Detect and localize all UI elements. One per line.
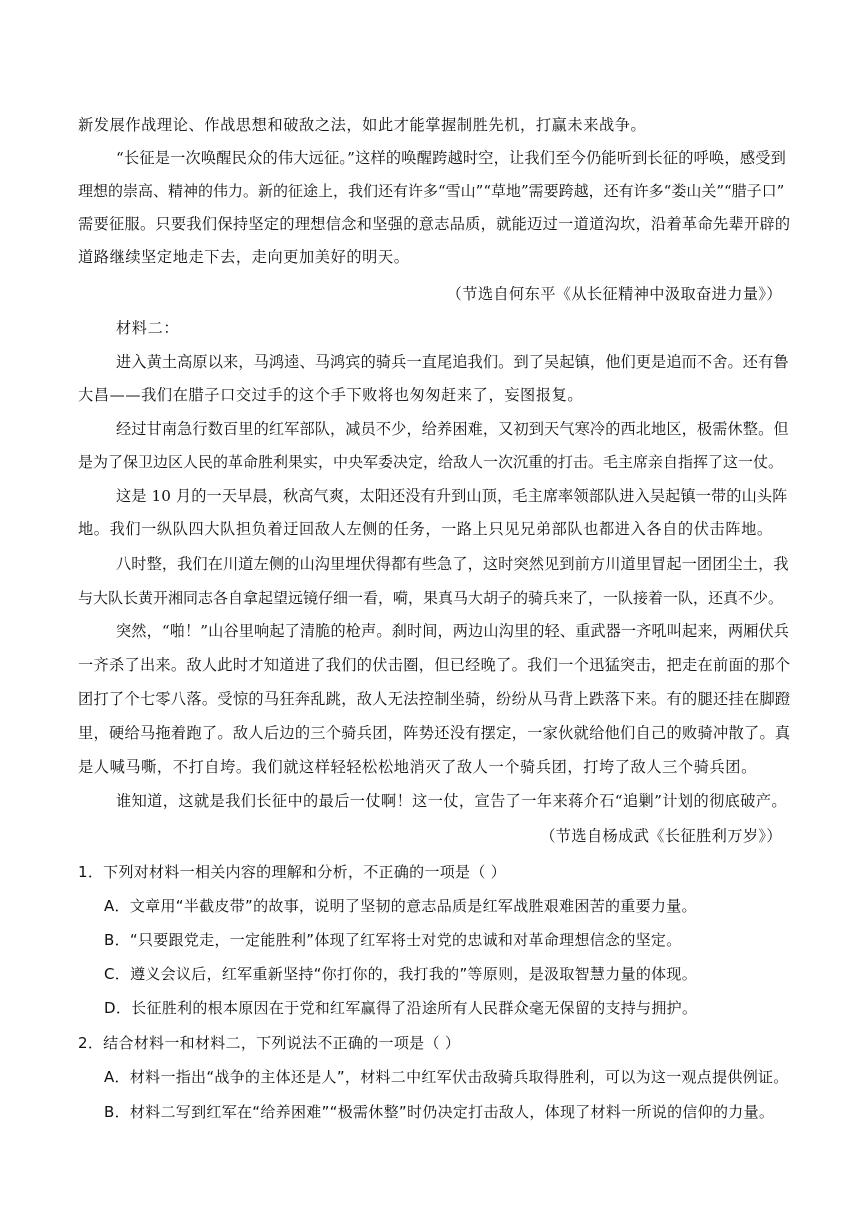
paragraph-line: 新发展作战理论、作战思想和破敌之法，如此才能掌握制胜先机，打赢未来战争。 [78,116,647,134]
paragraph-line: 谁知道，这就是我们长征中的最后一仗啊！这一仗，宣告了一年来蒋介石“追剿”计划的彻底破产。 [116,792,788,810]
section-heading: 材料二： [116,319,180,337]
paragraph-line: “长征是一次唤醒民众的伟大远征。”这样的唤醒跨越时空，让我们至今仍能听到长征的呼唤，感受到 [116,149,786,167]
paragraph-line: 八时整，我们在川道左侧的山沟里埋伏得都有些急了，这时突然见到前方川道里冒起一团团尘土，我 [116,555,789,573]
question-stem: 1．下列对材料一相关内容的理解和分析，不正确的一项是（ ） [78,863,507,881]
paragraph-line: 进入黄土高原以来，马鸿逵、马鸿宾的骑兵一直尾追我们。到了吴起镇，他们更是追而不舍。还有鲁 [116,353,789,371]
paragraph-line: 与大队长黄开湘同志各自拿起望远镜仔细一看，嗬，果真马大胡子的骑兵来了，一队接着一队，还真不少。 [78,589,784,607]
paragraph-line: 这是 10 月的一天早晨，秋高气爽，太阳还没有升到山顶，毛主席率领部队进入吴起镇一带的山头阵 [116,487,788,505]
answer-option: C．遵义会议后，红军重新坚持“你打你的，我打我的”等原则，是汲取智慧力量的体现。 [104,965,698,983]
paragraph-line: 需要征服。只要我们保持坚定的理想信念和坚强的意志品质，就能迈过一道道沟坎，沿着革命先辈开辟的 [78,215,791,233]
answer-option: A．材料一指出“战争的主体还是人”，材料二中红军伏击敌骑兵取得胜利，可以为这一观点提供例证。 [104,1068,789,1086]
answer-option: A．文章用“半截皮带”的故事，说明了坚韧的意志品质是红军战胜艰难困苦的重要力量。 [104,897,697,915]
paragraph-line: 道路继续坚定地走下去，走向更加美好的明天。 [78,248,410,266]
answer-option: B．“只要跟党走，一定能胜利”体现了红军将士对党的忠诚和对革命理想信念的坚定。 [104,931,682,949]
paragraph-line: 一齐杀了出来。敌人此时才知道进了我们的伏击圈，但已经晚了。我们一个迅猛突击，把走在前面的那个 [78,656,791,674]
paragraph-line: 里，硬给马拖着跑了。敌人后边的三个骑兵团，阵势还没有摆定，一家伙就给他们自己的败骑冲散了。真 [78,724,791,742]
paragraph-line: 经过甘南急行数百里的红军部队，减员不少，给养困难，又初到天气寒冷的西北地区，极需休整。但 [116,420,789,438]
paragraph-line: 地。我们一纵队四大队担负着迂回敌人左侧的任务，一路上只见兄弟部队也都进入各自的伏击阵地。 [78,520,773,538]
paragraph-line: 理想的崇高、精神的伟力。新的征途上，我们还有许多“雪山”“草地”需要跨越，还有许多“娄山关”“腊子口” [78,182,785,200]
question-stem: 2．结合材料一和材料二，下列说法不正确的一项是（ ） [78,1034,461,1052]
paragraph-line: 是人喊马嘶，不打自垮。我们就这样轻轻松松地消灭了敌人一个骑兵团，打垮了敌人三个骑兵团。 [78,758,757,776]
source-citation: （节选自杨成武《长征胜利万岁》） [540,827,782,845]
paragraph-line: 是为了保卫边区人民的革命胜利果实，中央军委决定，给敌人一次沉重的打击。毛主席亲自指挥了这一仗。 [78,453,784,471]
paragraph-line: 大昌——我们在腊子口交过手的这个手下败将也匆匆赶来了，妄图报复。 [78,386,584,404]
answer-option: B．材料二写到红军在“给养困难”“极需休整”时仍决定打击敌人，体现了材料一所说的信仰的力量。 [104,1103,775,1121]
paragraph-line: 突然，“啪！”山谷里响起了清脆的枪声。刹时间，两边山沟里的轻、重武器一齐吼叫起来，两厢伏兵 [116,622,790,640]
source-citation: （节选自何东平《从长征精神中汲取奋进力量》） [446,285,782,303]
paragraph-line: 团打了个七零八落。受惊的马狂奔乱跳，敌人无法控制坐骑，纷纷从马背上跌落下来。有的腿还挂在脚蹬 [78,690,791,708]
answer-option: D．长征胜利的根本原因在于党和红军赢得了沿途所有人民群众毫无保留的支持与拥护。 [104,999,698,1017]
